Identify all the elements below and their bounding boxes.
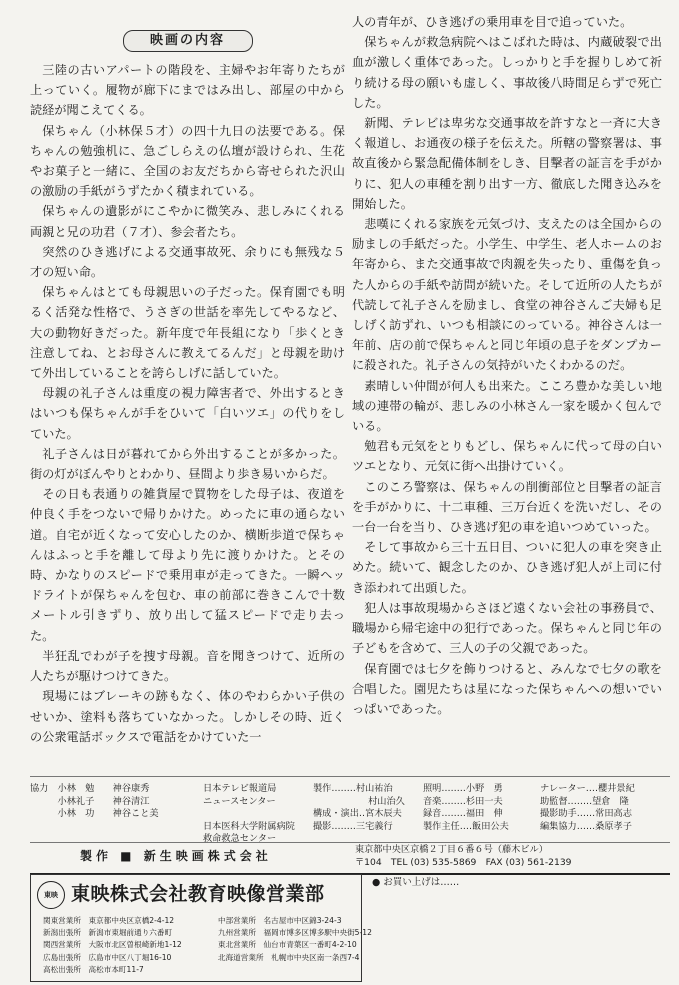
paragraph: 三陸の古いアパートの階段を、主婦やお年寄りたちが上っていく。履物が廊下にまではみ出し、部屋の中から読経が聞こえてくる。	[30, 63, 345, 118]
paragraph: 突然のひき逃げによる交通事故死、余りにも無残な５才の短い命。	[30, 244, 345, 280]
paragraph: 母親の礼子さんは重度の視力障害者で、外出するときはいつも保ちゃんが手をひいて「白いツエ」の代りをしていた。	[30, 386, 345, 441]
producer-name: 製作 ■ 新生映画株式会社	[80, 849, 272, 863]
paragraph: このころ警察は、保ちゃんの削衝部位と目撃者の証言を手がかりに、十二車種、三万台近くを洗いだし、その一台一台を当り、ひき逃げ犯の車を追いつめていった。	[352, 479, 662, 535]
purchase-note: ● お買い上げは……	[372, 877, 460, 888]
office-list-right: 中部営業所 名古屋市中区錦3-24-3 九州営業所 福岡市博多区博多駅中央街5-12 東北営業所 仙台市青葉区一番町4-2-10 北海道営業所 札幌市中央区南一条西7-4	[218, 916, 372, 962]
office-list-left: 関東営業所 東京都中央区京橋2-4-12 新潟出張所 新潟市東堀前通り六番町 関西営業所 大阪市北区曽根崎新地1-12 広島出張所 広島市中区八丁堀16-10 高松出張所 高松市本町11-7	[43, 916, 182, 974]
paragraph: そして事故から三十五日目、ついに犯人の車を突き止めた。続いて、観念したのか、ひき逃げ犯人が上司に付き添われて出頭した。	[352, 540, 662, 595]
credits-cooperation: 協力 小林 勉 神谷康秀 小林礼子 神谷清江 小林 功 神谷こと美	[30, 783, 159, 819]
paragraph: 保ちゃんはとても母親思いの子だった。保育園でも明るく活発な性格で、うさぎの世話を率先してやるなど、大の動物好きだった。新年度で年長組になり「歩くとき注意してね、とお母さんに教えてるんだ」と母親を助けて外出していることを誇らしげに話していた。	[30, 285, 345, 381]
paragraph: その日も表通りの雑貨屋で買物をした母子は、夜道を仲良く手をつないで帰りかけた。めったに車の通らない道。自宅が近くなって安心したのか、横断歩道で保ちゃんはふっと手を離して母より先に渡りかけた。とその時、かなりのスピードで乗用車が走ってきた。一瞬ヘッドライトが保ちゃんを包む、車の前部に巻きこんで十数メートル引きずり、放り出して猛スピードで走り去った。	[30, 487, 345, 643]
paragraph: 人の青年が、ひき逃げの乗用車を目で追っていた。	[352, 15, 633, 29]
logo-text: 東映	[44, 891, 58, 899]
distributor-company: 東映株式会社教育映像営業部	[71, 883, 325, 905]
article-right-column	[352, 12, 662, 762]
paragraph: 素晴しい仲間が何人も出来た。こころ豊かな美しい地域の連帯の輪が、悲しみの小林さん一家を暖かく包んでいる。	[352, 378, 662, 434]
producer-address: 東京都中央区京橋２丁目６番６号（藤木ビル）	[355, 844, 548, 855]
producer-section	[30, 842, 670, 875]
toei-logo-icon	[37, 881, 65, 909]
paragraph: 新聞、テレビは卑劣な交通事故を許すなと一斉に大きく報道し、お通夜の様子を伝えた。所轄の警察署は、事故直後から緊急配備体制をしき、目撃者の証言を手がかりに、犯人の車種を割り出す一方、徹底した聞き込みを開始した。	[352, 116, 662, 211]
paragraph: 保育園では七夕を飾りつけると、みんなで七夕の歌を合唱した。園児たちは星になった保ちゃんへの想いでいっぱいであった。	[352, 661, 662, 716]
paragraph: 半狂乱でわが子を捜す母親。音を聞きつけて、近所の人たちが駆けつけてきた。	[30, 648, 345, 684]
producer-contact	[355, 843, 572, 869]
paragraph: 現場にはブレーキの跡もなく、体のやわらかい子供のせいか、塗料も落ちていなかった。しかしその時、近くの公衆電話ボックスで電話をかけていた一	[30, 689, 345, 744]
credits-staff-1: 製作‥‥‥‥村山祐治 村山治久 構成・演出‥宮木辰夫 撮影‥‥‥‥三宅義行	[313, 783, 405, 832]
credits-section	[30, 776, 670, 844]
producer-phone: 〒104 TEL (03) 535-5869 FAX (03) 561-2139	[355, 857, 572, 868]
article-title: 映画の内容	[123, 30, 253, 52]
credits-organizations: 日本テレビ報道局 ニュースセンター 日本医科大学附属病院 救命救急センター	[203, 783, 295, 844]
credits-staff-3: ナレーター‥‥櫻井景紀 助監督‥‥‥‥望倉 隆 撮影助手‥‥‥常田高志 編集協力‥‥‥桑原孝子	[540, 783, 635, 832]
credits-staff-2: 照明‥‥‥‥小野 勇 音楽‥‥‥‥杉田一夫 録音‥‥‥‥福田 伸 製作主任‥‥飯田公夫	[423, 783, 509, 832]
distributor-box	[30, 874, 372, 982]
paragraph: 保ちゃん（小林保５才）の四十九日の法要である。保ちゃんの勉強机に、急ごしらえの仏壇が設けられ、生花やお菓子と一緒に、全国のお友だちから寄せられた沢山の激励の手紙がうずたかく積まれている。	[30, 123, 345, 199]
paragraph: 保ちゃんが救急病院へはこばれた時は、内蔵破裂で出血が激しく重体であった。しっかりと手を握りしめて祈り続ける母の願いも虚しく、事故後八時間足らずで死亡した。	[352, 35, 662, 110]
paragraph: 犯人は事故現場からさほど遠くない会社の事務員で、職場から帰宅途中の犯行であった。保ちゃんと同じ年の子どもを含めて、三人の子の父親であった。	[352, 600, 662, 656]
article-left-column	[30, 30, 345, 772]
paragraph: 悲嘆にくれる家族を元気づけ、支えたのは全国からの励ましの手紙だった。小学生、中学生、老人ホームのお年寄から、また交通事故で肉親を失ったり、重傷を負った人からの手紙や訪問が続いた。そして近所の人たちが代読して礼子さんを励まし、食堂の神谷さんご夫婦も足しげく訪ずれ、いつも相談にのっている。神谷さんは一年前、店の前で保ちゃんと同じ年頃の息子をダンプカーに殺された。礼子さんの気持がいたくわかるのだ。	[352, 217, 662, 373]
paragraph: 勉君も元気をとりもどし、保ちゃんに代って母の白いツエとなり、元気に街へ出掛けていく。	[352, 439, 662, 474]
paragraph: 保ちゃんの遺影がにこやかに微笑み、悲しみにくれる両親と兄の功君（７才）、参会者たち。	[30, 204, 345, 239]
paragraph: 礼子さんは日が暮れてから外出することが多かった。街の灯がぼんやりとわかり、昼間より歩き易いからだ。	[30, 446, 345, 482]
